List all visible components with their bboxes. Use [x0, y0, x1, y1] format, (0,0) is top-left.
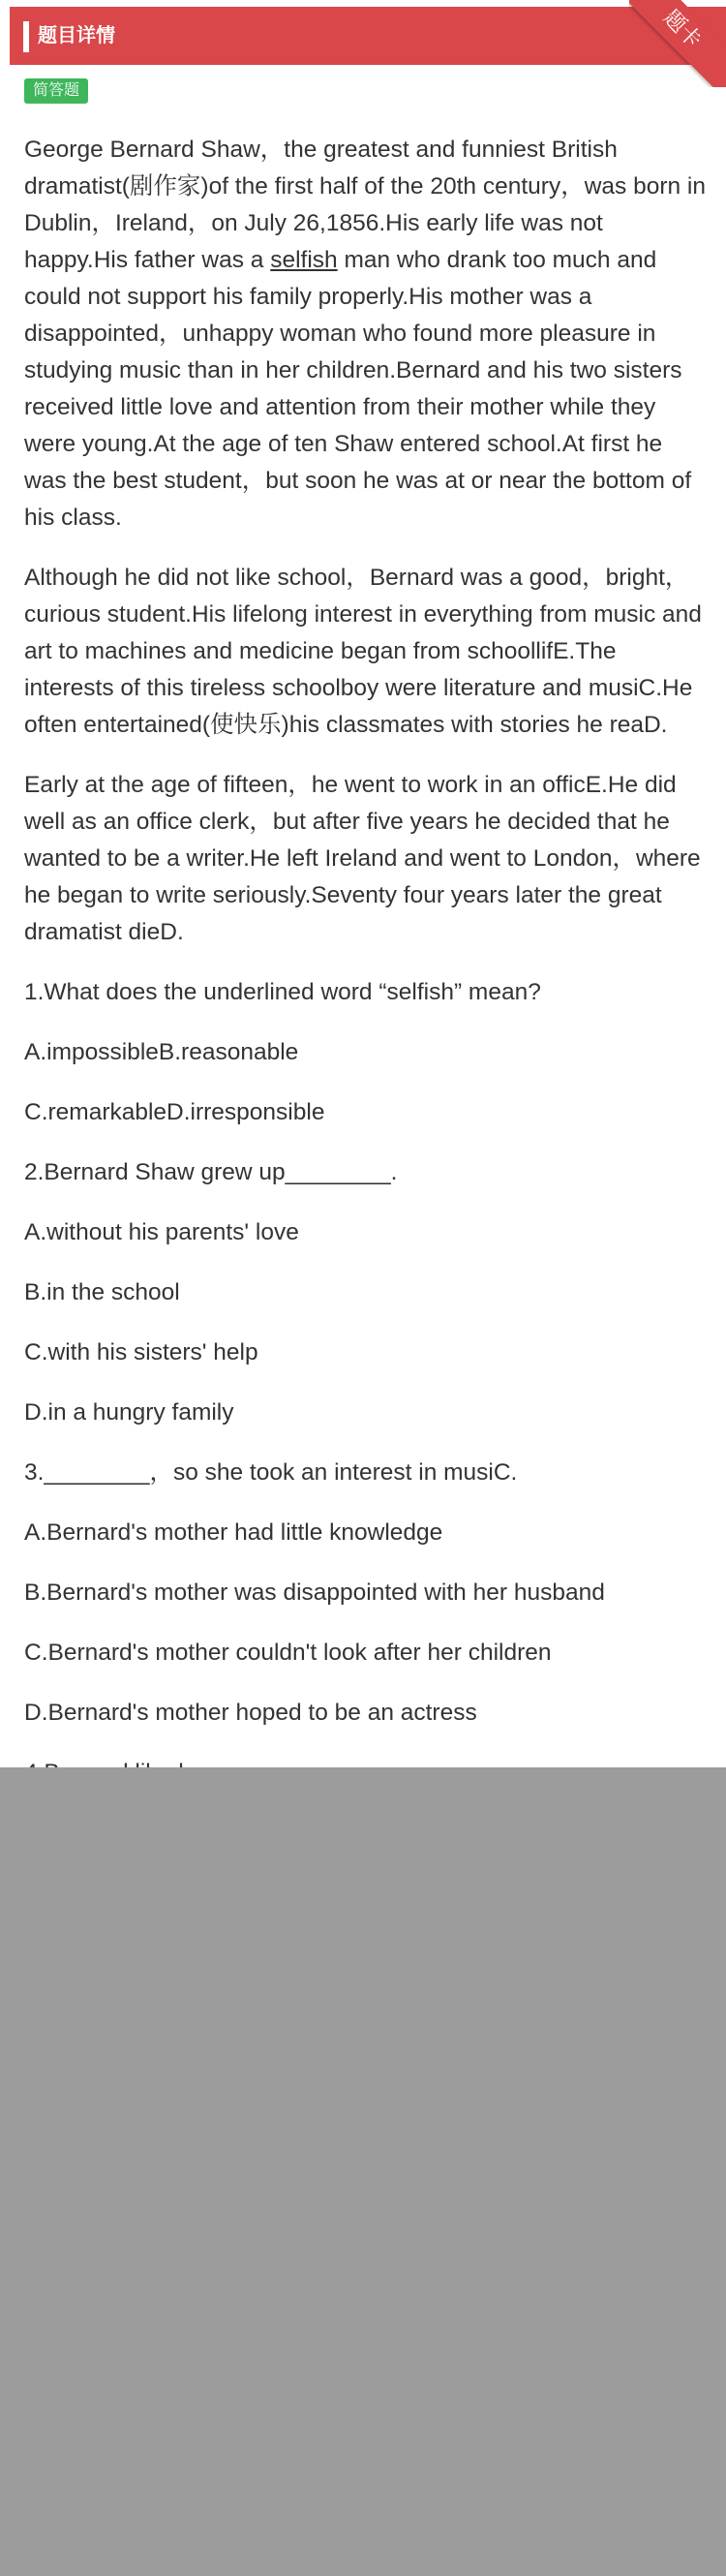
header-accent-bar	[23, 21, 29, 52]
question-3-option-b: B.Bernard's mother was disappointed with her husband	[24, 1579, 605, 1606]
passage-p1-text-b: man who drank too much and could not support his family properly.His mother was a disappointed，unhappy woman who found more pleasure in studying music than in her children.Bernard and his two sisters received little love and attention from their mother while they were young.At the age of ten Shaw entered school.At first he was the best student，but soon he was at or near the bottom of his class.	[24, 247, 692, 531]
question-3-stem: 3.________，so she took an interest in musiC.	[24, 1459, 518, 1486]
passage-paragraph-2: Although he did not like school，Bernard was a good，bright，curious student.His lifelong interest in everything from music and art to machines and medicine began from schoollifE.The interests of this tireless schoolboy were literature and musiC.He often entertained(使快乐)his classmates with stories he reaD.	[24, 565, 702, 738]
question-type-badge: 简答题	[24, 78, 88, 104]
passage-p1-text-a: George Bernard Shaw，the greatest and funniest British dramatist(剧作家)of the first half of the 20th century，was born in Dublin，Ireland，on July 26,1856.His early life was not happy.His father was a	[24, 137, 706, 273]
question-3-option-c: C.Bernard's mother couldn't look after her children	[24, 1640, 552, 1666]
question-2-option-a: A.without his parents' love	[24, 1219, 299, 1245]
question-1-stem: 1.What does the underlined word “selfish” mean?	[24, 979, 541, 1005]
question-content	[24, 132, 707, 1815]
question-1-options-ab: A.impossibleB.reasonable	[24, 1039, 299, 1065]
passage-paragraph-1	[24, 132, 707, 537]
question-2-option-b: B.in the school	[24, 1279, 180, 1305]
question-card-tab[interactable]: 题卡	[629, 0, 726, 87]
question-3-option-a: A.Bernard's mother had little knowledge	[24, 1519, 443, 1546]
question-2-option-c: C.with his sisters' help	[24, 1339, 258, 1365]
passage-paragraph-3: Early at the age of fifteen，he went to work in an officE.He did well as an office clerk，but after five years he decided that he wanted to be a writer.He left Ireland and went to London，where he began to write seriously.Seventy four years later the great dramatist dieD.	[24, 772, 701, 945]
question-2-stem: 2.Bernard Shaw grew up________.	[24, 1159, 398, 1185]
question-3-option-d: D.Bernard's mother hoped to be an actress	[24, 1700, 477, 1726]
question-1-options-cd: C.remarkableD.irresponsible	[24, 1099, 325, 1125]
gray-overlay	[0, 1767, 726, 2576]
underlined-word: selfish	[270, 247, 338, 273]
page-header	[10, 7, 726, 65]
corner-ribbon[interactable]	[629, 0, 726, 87]
question-2-option-d: D.in a hungry family	[24, 1399, 234, 1426]
page-title: 题目详情	[38, 25, 115, 46]
